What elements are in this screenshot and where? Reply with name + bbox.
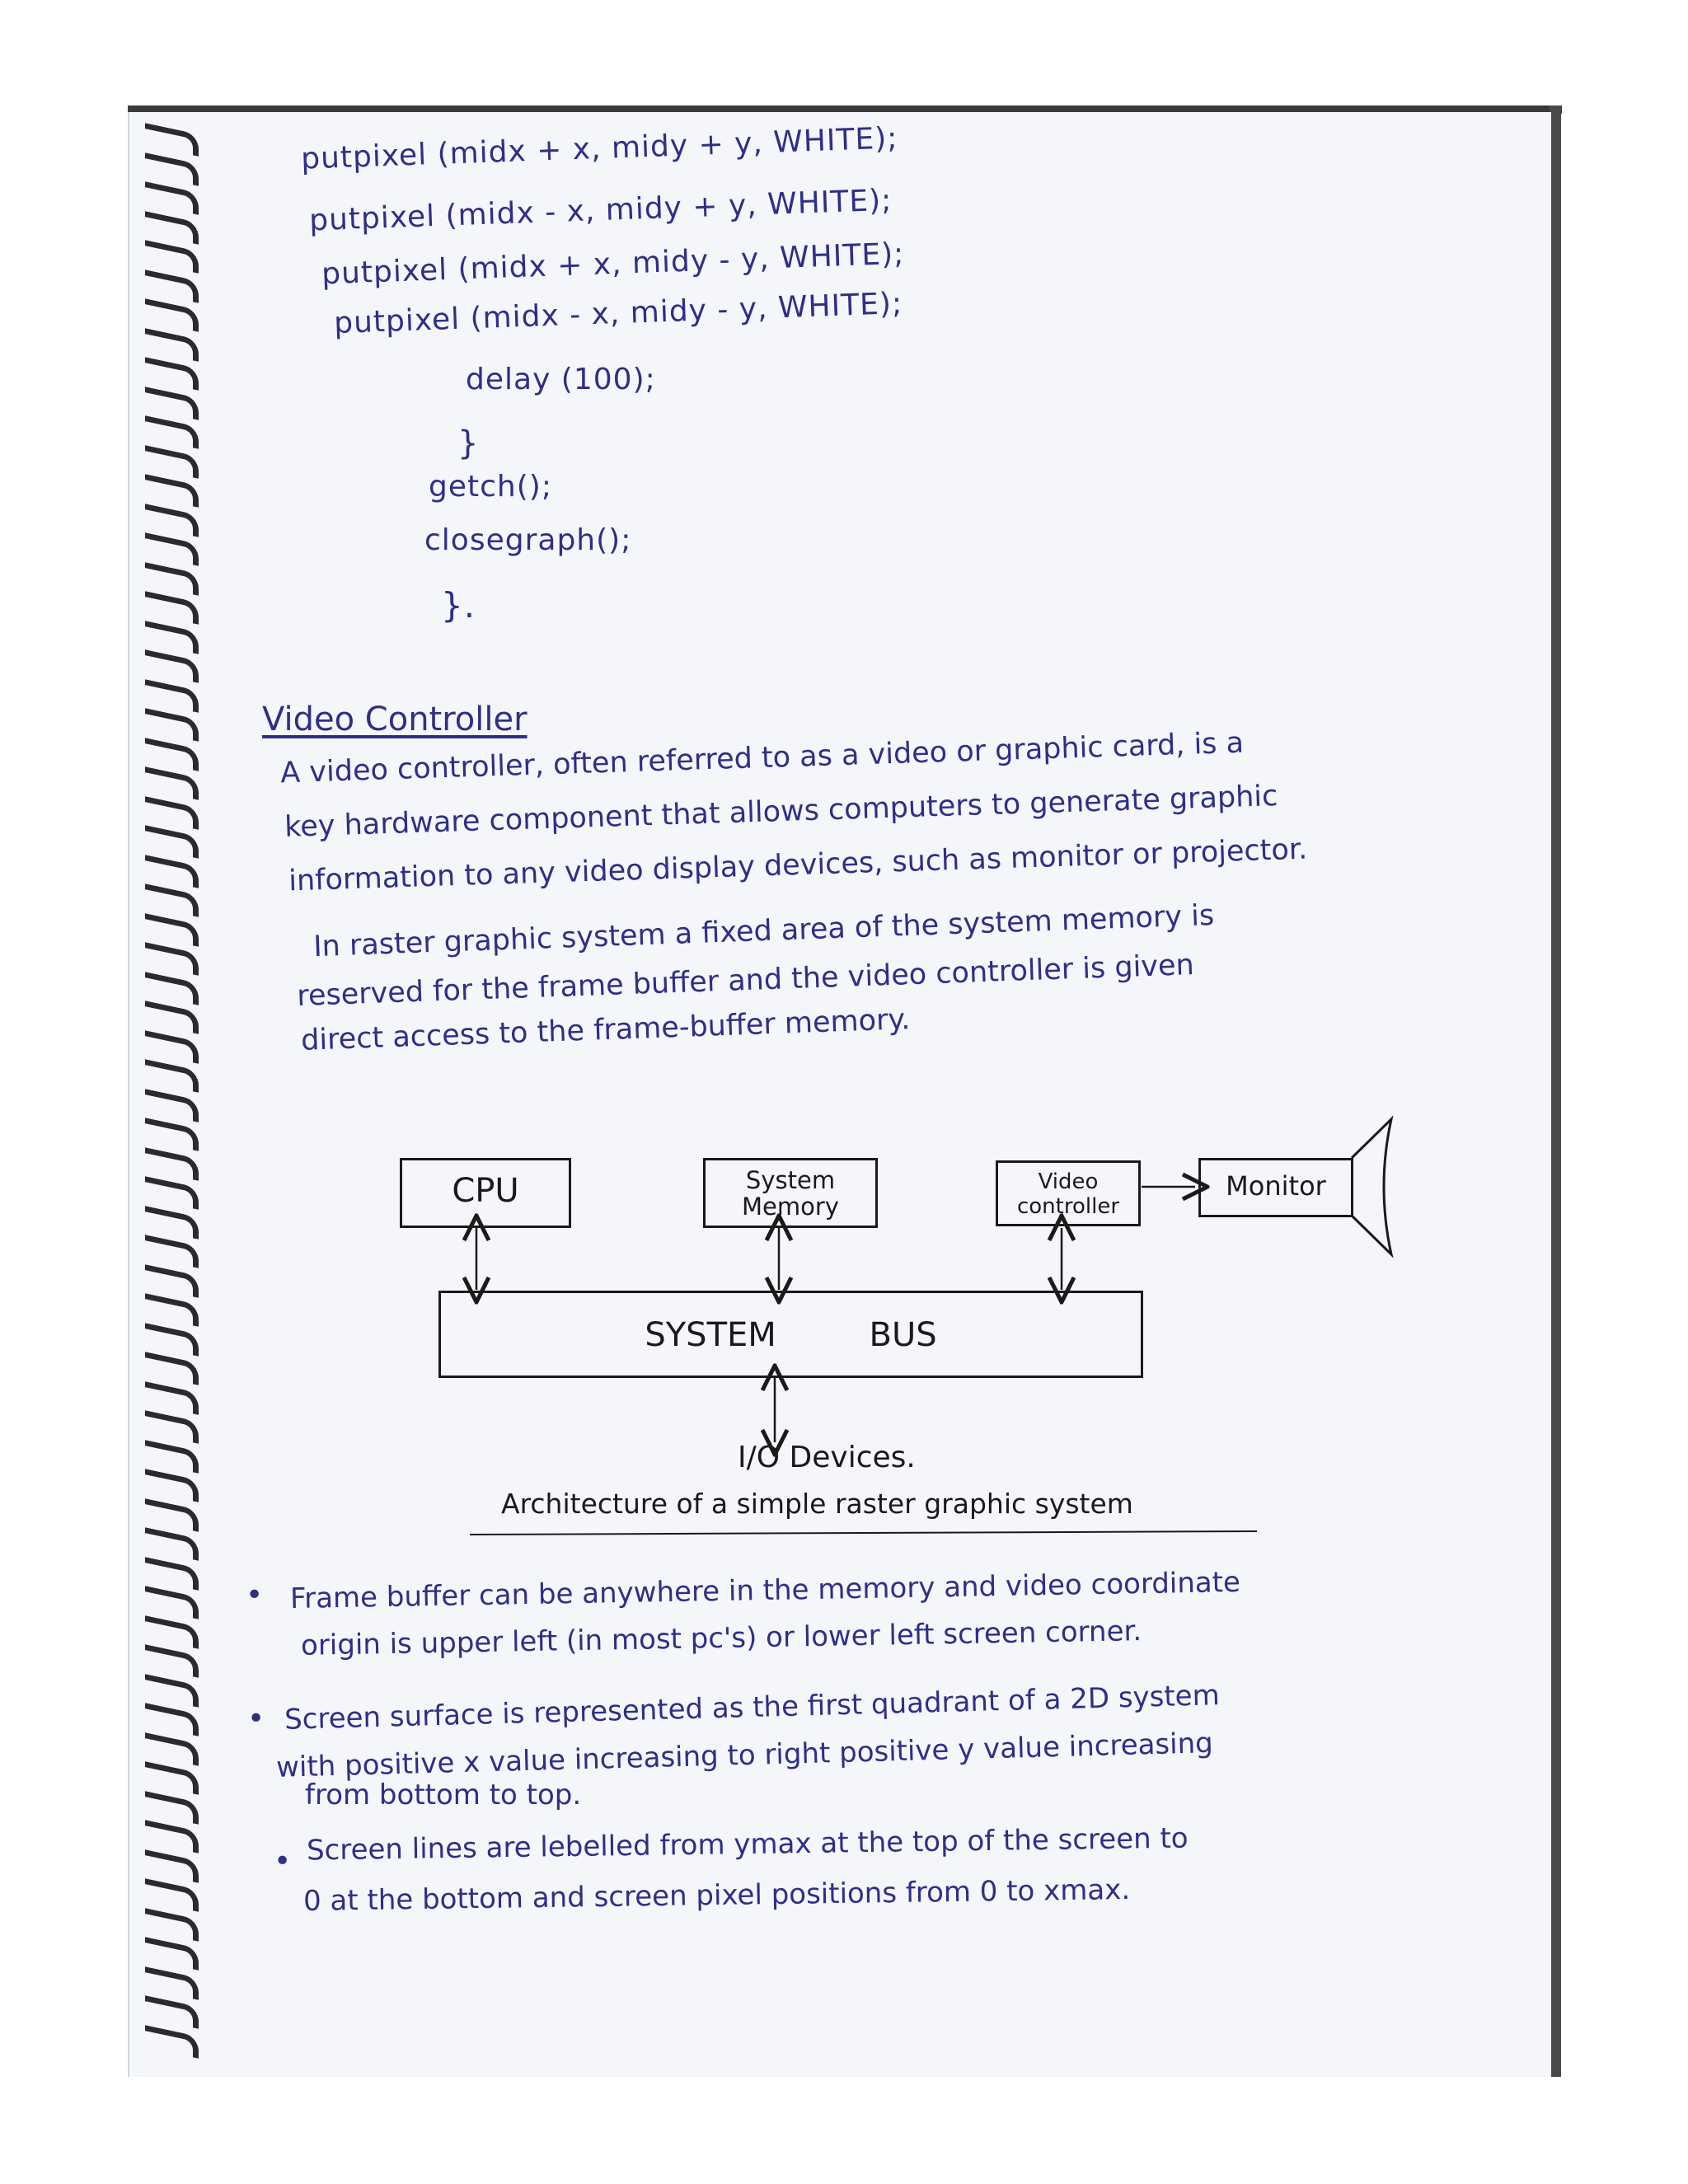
- bullet-dot: •: [247, 1702, 265, 1736]
- bullet-dot: •: [246, 1578, 264, 1612]
- monitor-box: [1198, 1158, 1353, 1217]
- io-devices-label: I/O Devices.: [738, 1441, 916, 1474]
- system-memory-box: [703, 1158, 878, 1228]
- code-line: }: [457, 424, 480, 462]
- bullet-line: Screen surface is represented as the first quadrant of a 2D system: [284, 1679, 1221, 1736]
- system-memory-label-2: Memory: [742, 1193, 839, 1221]
- code-line: putpixel (midx - x, midy + y, WHITE);: [308, 183, 893, 238]
- diagram-caption: Architecture of a simple raster graphic system: [501, 1488, 1133, 1520]
- bullet-line: 0 at the bottom and screen pixel positions from 0 to xmax.: [302, 1872, 1131, 1919]
- video-controller-label-1: Video: [1038, 1169, 1099, 1194]
- system-bus-label-left: SYSTEM: [645, 1316, 776, 1354]
- system-bus-label-right: BUS: [869, 1316, 937, 1354]
- bullet-line: Screen lines are lebelled from ymax at the top of the screen to: [306, 1821, 1189, 1868]
- paragraph-line: information to any video display devices, such as monitor or projector.: [288, 832, 1308, 898]
- code-line: putpixel (midx - x, midy - y, WHITE);: [333, 286, 903, 341]
- monitor-label: Monitor: [1226, 1170, 1326, 1202]
- bullet-dot: •: [274, 1844, 292, 1878]
- code-line: putpixel (midx + x, midy - y, WHITE);: [321, 237, 905, 292]
- system-memory-label-1: System: [745, 1166, 836, 1194]
- code-line: closegraph();: [424, 523, 632, 557]
- cpu-box: [400, 1158, 571, 1228]
- caption-underline: [470, 1531, 1257, 1535]
- cpu-label: CPU: [452, 1172, 519, 1210]
- code-line: getch();: [429, 470, 552, 504]
- code-line: putpixel (midx + x, midy + y, WHITE);: [300, 121, 899, 176]
- monitor-screen-shape: [1352, 1119, 1391, 1254]
- paragraph-line: reserved for the frame buffer and the video controller is given: [296, 949, 1195, 1013]
- code-line: }.: [441, 585, 476, 626]
- paragraph-line: A video controller, often referred to as a video or graphic card, is a: [279, 726, 1245, 790]
- system-bus-box: [438, 1291, 1143, 1378]
- paragraph-line: In raster graphic system a fixed area of the system memory is: [312, 898, 1215, 964]
- bullet-line: Frame buffer can be anywhere in the memory and video coordinate: [289, 1565, 1241, 1616]
- paragraph-line: direct access to the frame-buffer memory.: [300, 1003, 911, 1057]
- code-line: delay (100);: [466, 363, 656, 396]
- bullet-line: with positive x value increasing to right positive y value increasing: [275, 1727, 1214, 1784]
- video-controller-box: [996, 1160, 1141, 1226]
- bullet-line: from bottom to top.: [305, 1779, 582, 1811]
- section-heading: Video Controller: [262, 701, 528, 738]
- video-controller-label-2: controller: [1016, 1194, 1120, 1219]
- bullet-line: origin is upper left (in most pc's) or lower left screen corner.: [300, 1615, 1142, 1662]
- paragraph-line: key hardware component that allows computers to generate graphic: [284, 780, 1278, 844]
